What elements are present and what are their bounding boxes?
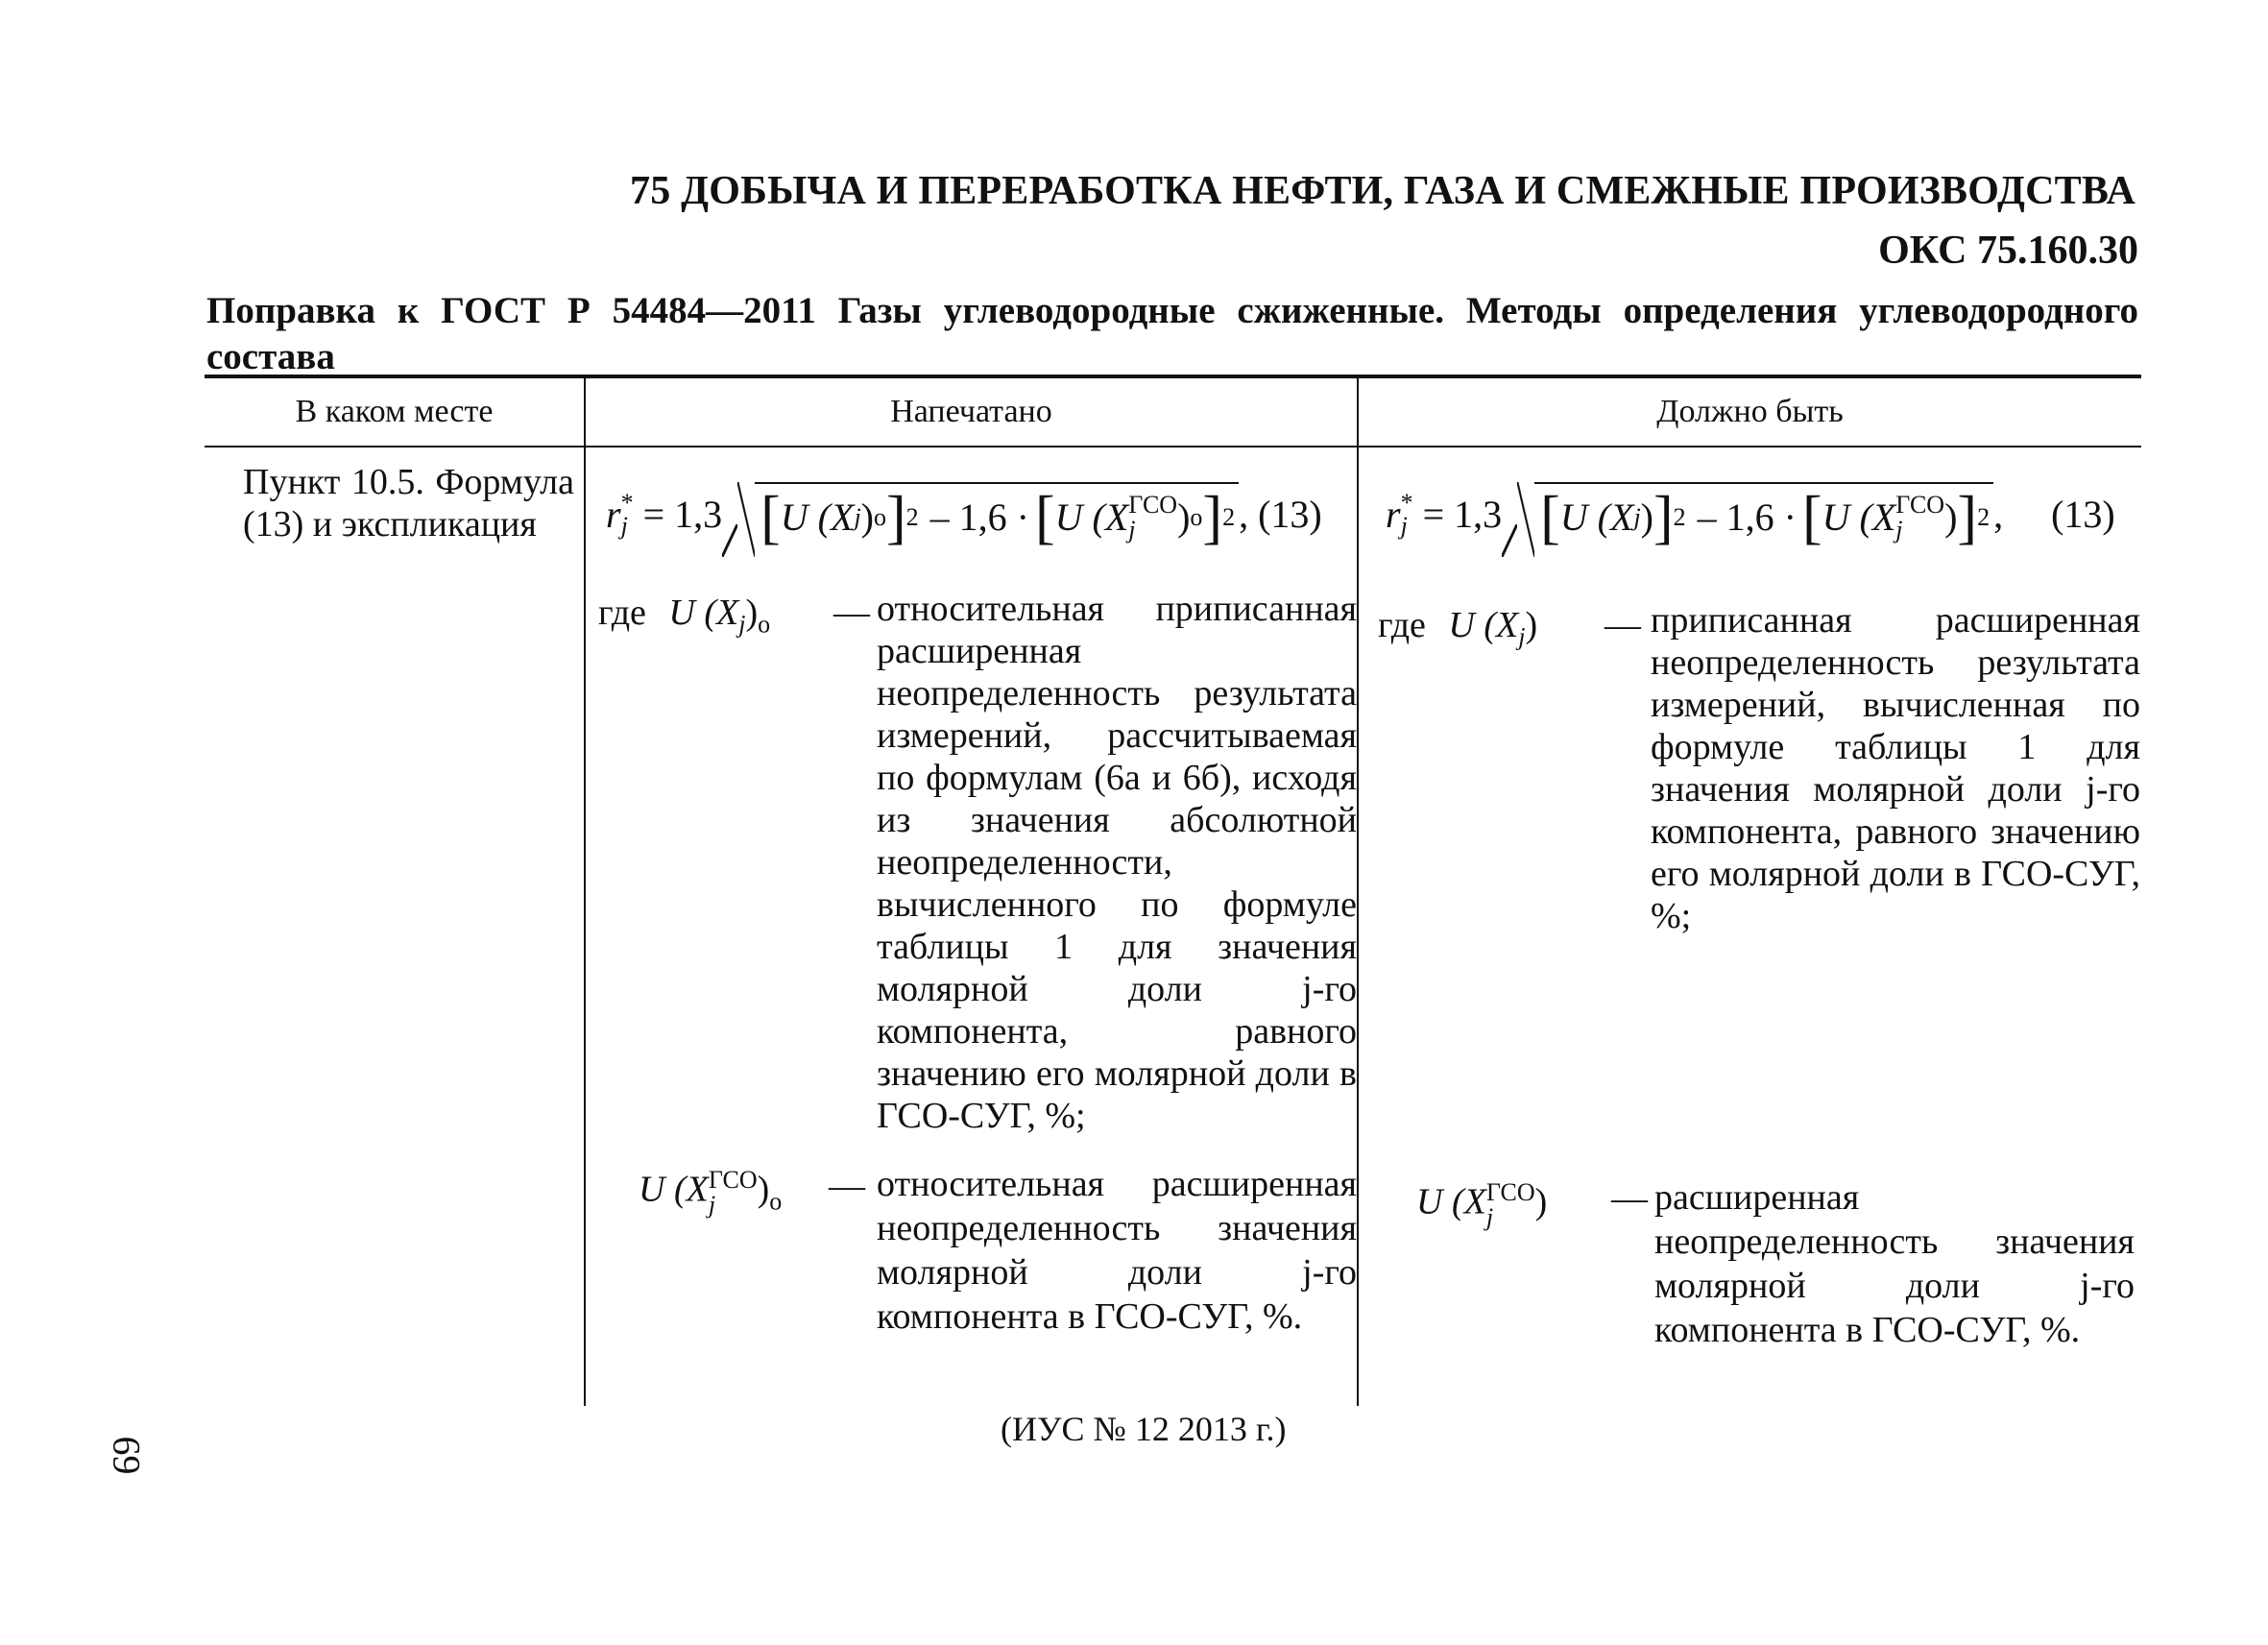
place-cell: Пункт 10.5. Формула (13) и экспликация	[243, 462, 574, 544]
formula-number: , (13)	[1239, 493, 1322, 536]
formula-sup: ГСО	[1128, 491, 1178, 519]
header-divider	[205, 446, 2141, 448]
formula-sub: j	[854, 503, 861, 531]
where-symbol: U (X	[668, 593, 739, 633]
formula-paren: )	[860, 496, 874, 539]
formula-sub: j	[1128, 516, 1136, 544]
footer-ius: (ИУС № 12 2013 г.)	[1001, 1410, 1287, 1448]
formula-eq: = 1,3	[1422, 493, 1503, 536]
formula-term: U (X	[1054, 496, 1129, 539]
printed-where-label	[598, 593, 771, 639]
correct-formula	[1386, 482, 2115, 550]
document-title: Поправка к ГОСТ Р 54484—2011 Газы углеводородные сжиженные. Методы определения углеводородного состава	[206, 290, 2138, 377]
formula-sub: j	[1895, 516, 1903, 544]
where-paren: )	[1534, 1181, 1548, 1222]
where-sup: ГСО	[1485, 1178, 1535, 1206]
where-dash: —	[1604, 605, 1641, 645]
where-dash: —	[833, 593, 870, 633]
where-label: где	[1378, 605, 1426, 645]
where-paren: )	[745, 593, 759, 633]
formula-paren: )	[1944, 496, 1958, 539]
formula-eq: = 1,3	[642, 493, 723, 536]
amendment-table	[205, 375, 2141, 1406]
where-paren: )	[1525, 605, 1538, 645]
sqrt-sign: [ U (X j ) о ] 2 – 1,6 · [ U (X ГСО j ) о ] 2	[755, 482, 1239, 547]
where-sub: о	[758, 610, 771, 639]
section-title: 75 ДОБЫЧА И ПЕРЕРАБОТКА НЕФТИ, ГАЗА И СМЕЖНЫЕ ПРОИЗВОДСТВА	[630, 169, 2135, 213]
formula-sup: *	[620, 489, 634, 517]
formula-term: U (X	[780, 496, 855, 539]
page-number: 69	[105, 1436, 149, 1475]
where-sup: ГСО	[708, 1166, 758, 1194]
correct-explanation-1: приписанная расширенная неопределенность результата измерений, вычисленная по формуле таблицы 1 для значения молярной доли j-го компонента, равного значению его молярной доли в ГСО-СУГ, %;	[1651, 600, 2140, 936]
where-symbol: U (X	[1448, 605, 1519, 645]
where-sub: j	[708, 1191, 716, 1219]
formula-op: – 1,6 ·	[929, 496, 1029, 539]
formula-sup: *	[1400, 489, 1413, 517]
formula-op: – 1,6 ·	[1697, 496, 1797, 539]
where-sub: j	[738, 610, 746, 639]
printed-explanation-1: относительная приписанная расширенная неопределенность результата измерений, рассчитываемая по формулам (6а и 6б), исходя из значения абсолютной неопределенности, вычисленного по формуле таблицы 1 для значения молярной доли j-го компонента, равного значению его молярной доли в ГСО-СУГ, %;	[877, 589, 1357, 1136]
where-dash: —	[829, 1166, 865, 1206]
formula-term: U (X	[1559, 496, 1634, 539]
column-divider	[1357, 378, 1359, 1406]
formula-symbol: r	[1386, 493, 1401, 536]
where-paren: )	[757, 1169, 770, 1210]
formula-sub: j	[620, 512, 628, 540]
correct-explanation-2: расширенная неопределенность значения молярной доли j-го компонента в ГСО-СУГ, %.	[1654, 1177, 2135, 1350]
where-dash: —	[1611, 1178, 1648, 1219]
formula-sup: ГСО	[1895, 491, 1945, 519]
oks-code: ОКС 75.160.30	[1878, 229, 2138, 273]
header-place: В каком месте	[295, 394, 494, 429]
where-symbol: U (X	[1416, 1181, 1486, 1222]
sqrt-sign: [ U (X j ) ] 2 – 1,6 · [ U (X ГСО j ) ] 2	[1534, 482, 1993, 547]
where-label: где	[598, 593, 646, 633]
header-correct: Должно быть	[1656, 394, 1844, 429]
header-printed: Напечатано	[890, 394, 1052, 429]
where-sub: j	[1518, 622, 1526, 651]
formula-term: U (X	[1822, 496, 1896, 539]
where-sub: о	[769, 1187, 783, 1216]
printed-formula	[606, 482, 1322, 550]
formula-paren: )	[1640, 496, 1653, 539]
column-divider	[584, 378, 586, 1406]
formula-comma: ,	[1993, 493, 2004, 536]
formula-number: (13)	[2051, 493, 2115, 536]
formula-symbol: r	[606, 493, 621, 536]
printed-where2-symbol	[639, 1168, 782, 1218]
correct-where2-symbol	[1416, 1180, 1547, 1230]
formula-sub: j	[1633, 503, 1641, 531]
formula-sub: j	[1400, 512, 1408, 540]
formula-paren: )	[1177, 496, 1191, 539]
printed-explanation-2: относительная расширенная неопределенность значения молярной доли j-го компонента в ГСО-СУГ, %.	[877, 1164, 1357, 1337]
correct-where-label	[1378, 605, 1538, 651]
where-symbol: U (X	[639, 1169, 709, 1210]
where-sub: j	[1485, 1203, 1494, 1231]
